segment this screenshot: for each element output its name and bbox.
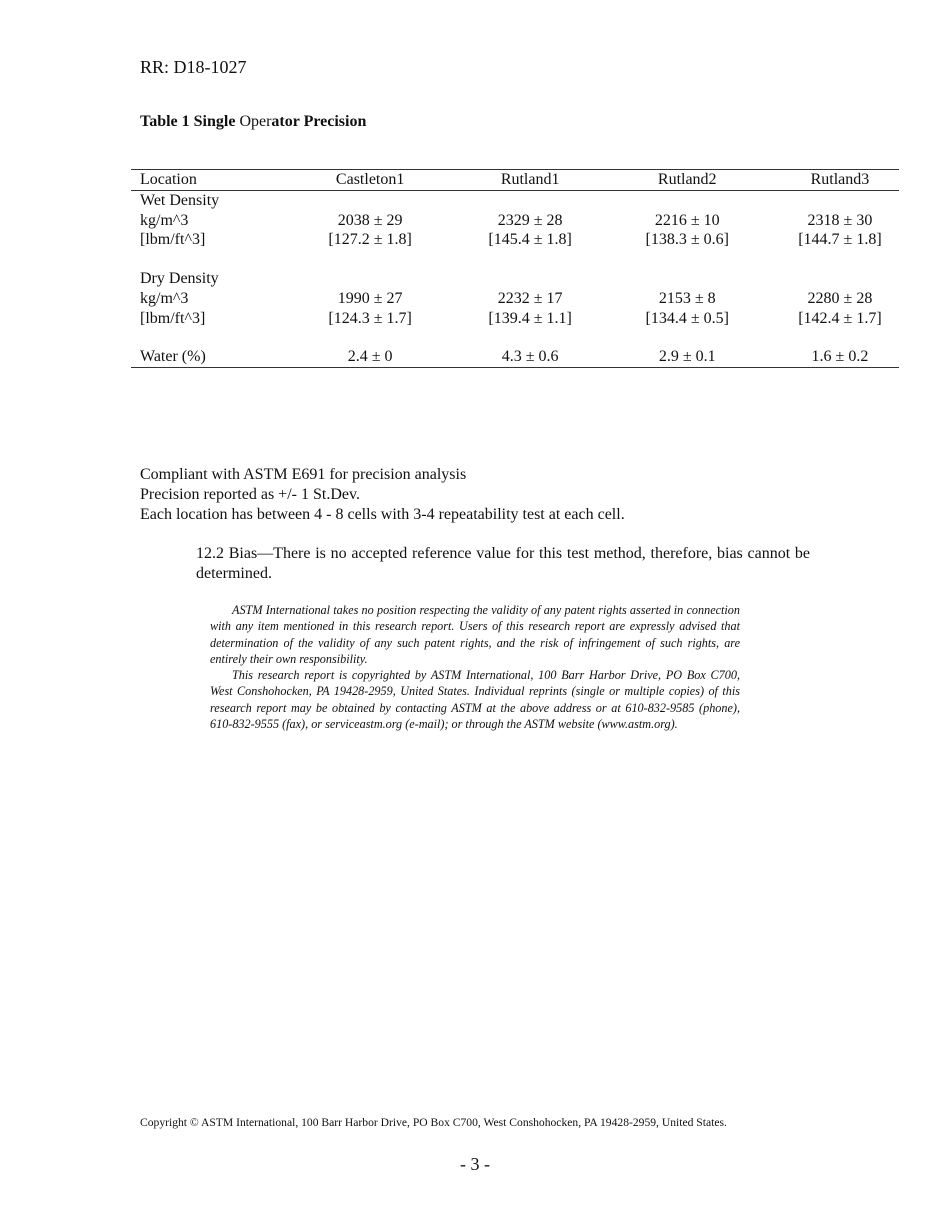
copyright-footer: Copyright © ASTM International, 100 Barr Harbor Drive, PO Box C700, West Conshohocken, PA 19428-2959, United States. <box>140 1116 727 1129</box>
table-cell: [139.4 ± 1.1] <box>488 309 572 327</box>
row-label: Water (%) <box>131 347 274 367</box>
table-cell: [134.4 ± 0.5] <box>645 309 729 327</box>
table-cell: 2153 ± 8 <box>658 289 716 307</box>
note-line: Each location has between 4 - 8 cells with 3-4 repeatability test at each cell. <box>140 506 625 523</box>
table-row <box>131 347 899 367</box>
table-cell: 2318 ± 30 <box>807 211 873 229</box>
table-header-row <box>131 170 899 191</box>
table-row <box>131 289 899 309</box>
disclaimer <box>210 602 740 732</box>
table-cell: [145.4 ± 1.8] <box>488 231 572 249</box>
notes <box>140 465 625 525</box>
table-cell: 2038 ± 29 <box>337 211 403 229</box>
table-cell: 2280 ± 28 <box>807 289 873 307</box>
column-header: Location <box>131 170 274 191</box>
table-cell: 2.9 ± 0.1 <box>594 347 781 367</box>
row-label: [lbm/ft^3] <box>140 309 206 327</box>
disclaimer-paragraph: This research report is copyrighted by ASTM International, 100 Barr Harbor Drive, PO Box C700, West Conshohocken, PA 19428-2959, United States. Individual reprints (single or multiple copies) of this research report may be obtained by contacting ASTM at the above address or at 610-832-9585 (phone), 610-832-9555 (fax), or serviceastm.org (e-mail); or through the ASTM website (www.astm.org). <box>210 668 740 732</box>
table-title-part2: Oper <box>239 113 272 130</box>
table-cell: 4.3 ± 0.6 <box>467 347 594 367</box>
table-row <box>131 269 899 289</box>
note-line: Precision reported as +/- 1 St.Dev. <box>140 486 360 503</box>
note-line: Compliant with ASTM E691 for precision analysis <box>140 466 467 483</box>
row-label: Wet Density <box>140 192 220 209</box>
row-label: kg/m^3 <box>140 289 189 307</box>
table-cell: 1990 ± 27 <box>337 289 403 307</box>
table-cell: [138.3 ± 0.6] <box>645 231 729 249</box>
table-spacer-row <box>131 250 899 269</box>
report-id: RR: D18-1027 <box>140 57 247 77</box>
table-cell: 2216 ± 10 <box>654 211 720 229</box>
column-header: Rutland1 <box>467 170 594 191</box>
table-row <box>131 230 899 250</box>
table-spacer-row <box>131 328 899 347</box>
table-title-part1: Table 1 Single <box>140 113 236 130</box>
column-header: Rutland2 <box>594 170 781 191</box>
table-cell: 2329 ± 28 <box>497 211 563 229</box>
row-label: Dry Density <box>140 270 219 288</box>
table-cell: 1.6 ± 0.2 <box>781 347 899 367</box>
table-cell: [142.4 ± 1.7] <box>798 309 882 327</box>
row-label: kg/m^3 <box>140 211 189 229</box>
column-header: Rutland3 <box>781 170 899 191</box>
column-header: Castleton1 <box>274 170 467 191</box>
table-row <box>131 309 899 329</box>
precision-table <box>131 169 899 368</box>
page-number: - 3 - <box>460 1154 490 1174</box>
table-cell: [144.7 ± 1.8] <box>798 231 882 249</box>
table-cell: [124.3 ± 1.7] <box>328 309 412 327</box>
row-label: [lbm/ft^3] <box>140 231 206 249</box>
table-cell: [127.2 ± 1.8] <box>328 231 412 249</box>
table-title-part3: ator Precision <box>271 113 367 130</box>
table-title <box>140 113 366 131</box>
table-cell: 2.4 ± 0 <box>274 347 467 367</box>
table-row <box>131 191 899 211</box>
table-row <box>131 211 899 231</box>
bias-section: 12.2 Bias—There is no accepted reference value for this test method, therefore, bias cannot be determined. <box>196 545 810 582</box>
disclaimer-paragraph: ASTM International takes no position respecting the validity of any patent rights asserted in connection with any item mentioned in this research report. Users of this research report are expressly advised that determination of the validity of any such patent rights, and the risk of infringement of such rights, are entirely their own responsibility. <box>210 603 740 666</box>
table-cell: 2232 ± 17 <box>497 289 563 307</box>
